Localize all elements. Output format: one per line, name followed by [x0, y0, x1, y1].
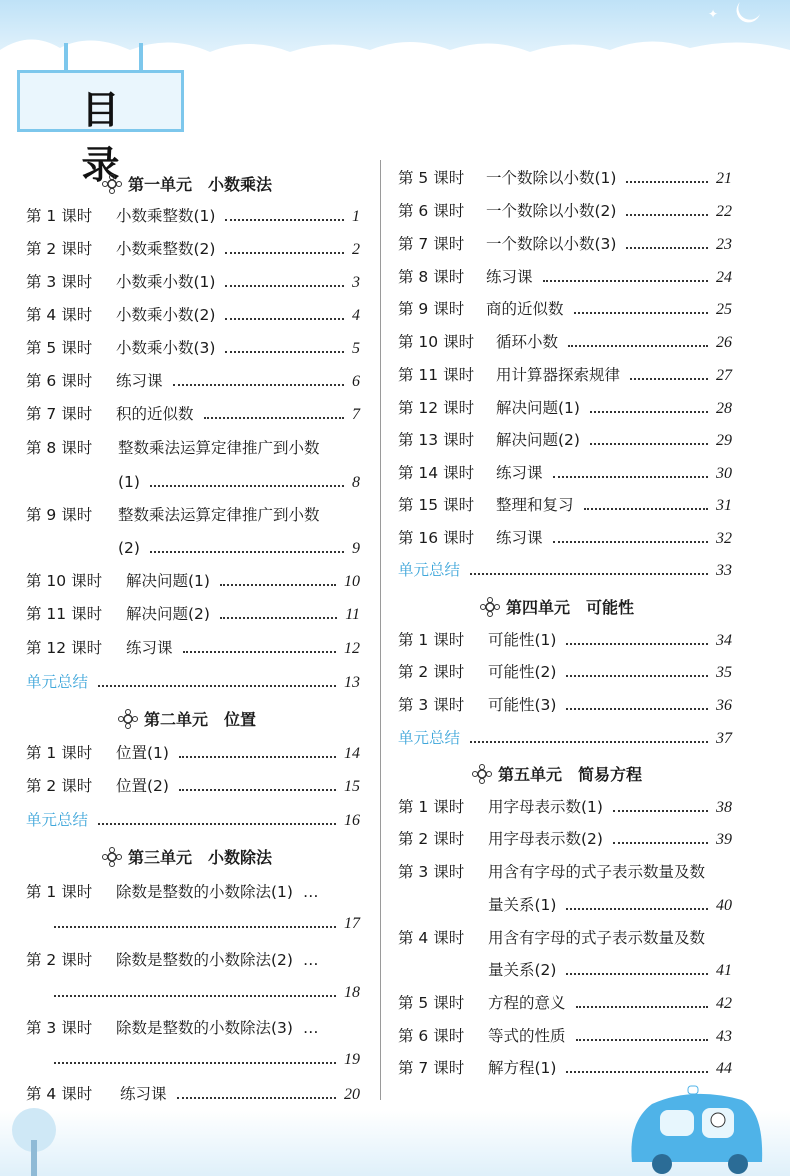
page-number: 22: [716, 203, 732, 220]
toc-entry[interactable]: [398, 365, 732, 386]
summary-label: 单元总结: [26, 673, 89, 691]
toc-entry-continuation[interactable]: [26, 914, 360, 934]
leader-dots: [630, 378, 708, 380]
lesson-label: 第 9 课时: [26, 506, 93, 524]
toc-entry[interactable]: [398, 430, 732, 451]
toc-entry[interactable]: [398, 862, 738, 882]
page-number: 10: [344, 573, 360, 590]
lesson-title: 解决问题(1): [496, 399, 580, 417]
page-number: 25: [716, 301, 732, 318]
toc-entry[interactable]: [26, 305, 360, 326]
toc-entry[interactable]: [26, 272, 360, 293]
unit-name: 位置: [224, 710, 257, 729]
title-ellipsis: …: [302, 883, 319, 901]
lesson-title: 用字母表示数(1): [488, 798, 603, 816]
toc-entry[interactable]: [26, 404, 360, 425]
toc-entry[interactable]: [398, 928, 738, 948]
leader-dots: [183, 651, 336, 653]
unit-number: 第二单元: [144, 710, 209, 729]
lesson-label: 第 4 课时: [398, 929, 465, 947]
toc-entry[interactable]: [398, 630, 732, 651]
lesson-title: 用计算器探索规律: [496, 366, 621, 384]
page-number: 15: [344, 778, 360, 795]
leader-dots: [568, 345, 708, 347]
lesson-label: 第 10 课时: [398, 333, 475, 351]
page-number: 38: [716, 799, 732, 816]
toc-entry[interactable]: [398, 168, 732, 189]
page-number: 36: [716, 697, 732, 714]
toc-entry[interactable]: [398, 495, 732, 516]
unit-heading: [118, 707, 256, 730]
lesson-title: 等式的性质: [488, 1027, 566, 1045]
lesson-label: 第 3 课时: [398, 863, 465, 881]
toc-entry[interactable]: [398, 993, 732, 1014]
cloud-decoration: [0, 30, 790, 70]
leader-dots: [225, 219, 344, 221]
leader-dots: [566, 908, 708, 910]
leader-dots: [613, 810, 708, 812]
leader-dots: [584, 508, 708, 510]
lesson-label: 第 2 课时: [398, 663, 465, 681]
lesson-label: 第 3 课时: [26, 273, 93, 291]
leader-dots: [150, 551, 344, 553]
page-number: 29: [716, 432, 732, 449]
lesson-label: 第 7 课时: [398, 1059, 465, 1077]
toc-entry[interactable]: [26, 239, 360, 260]
toc-entry[interactable]: [26, 438, 360, 458]
lesson-title: 可能性(2): [488, 663, 557, 681]
toc-entry[interactable]: [26, 206, 360, 227]
page-number: 42: [716, 995, 732, 1012]
lesson-title: 练习课: [496, 529, 543, 547]
leader-dots: [574, 312, 708, 314]
lesson-title: 方程的意义: [488, 994, 566, 1012]
toc-entry-continuation[interactable]: [488, 895, 732, 916]
toc-entry[interactable]: [26, 776, 360, 797]
toc-entry[interactable]: [398, 528, 732, 549]
page-number: 18: [344, 984, 360, 1001]
page-number: 9: [352, 540, 360, 557]
leader-dots: [566, 708, 708, 710]
summary-label: 单元总结: [398, 729, 461, 747]
page-number: 3: [352, 274, 360, 291]
toc-entry-continuation[interactable]: [118, 538, 360, 559]
lesson-label: 第 14 课时: [398, 464, 475, 482]
page-number: 44: [716, 1060, 732, 1077]
lesson-label: 第 8 课时: [398, 268, 465, 286]
leader-dots: [626, 247, 708, 249]
page-number: 14: [344, 745, 360, 762]
lesson-title: 除数是整数的小数除法(3): [116, 1019, 293, 1037]
unit-name: 简易方程: [578, 765, 643, 784]
lesson-label: 第 1 课时: [26, 883, 93, 901]
unit-heading: [102, 172, 272, 195]
lesson-label: 第 1 课时: [26, 744, 93, 762]
toc-entry[interactable]: [26, 1084, 360, 1105]
page-number: 31: [716, 497, 732, 514]
page-number: 7: [352, 406, 360, 423]
page-number: 43: [716, 1028, 732, 1045]
page-number: 8: [352, 474, 360, 491]
leader-dots: [54, 926, 336, 928]
leader-dots: [98, 823, 336, 825]
unit-number: 第五单元: [498, 765, 563, 784]
page-number: 20: [344, 1086, 360, 1103]
lesson-label: 第 10 课时: [26, 572, 103, 590]
lesson-title-cont: 量关系(2): [488, 961, 557, 979]
toc-entry-continuation[interactable]: [488, 960, 732, 981]
lesson-title: 用含有字母的式子表示数量及数: [488, 929, 706, 947]
lesson-title: 练习课: [486, 268, 533, 286]
unit-name: 小数除法: [208, 848, 273, 867]
flower-icon: [102, 174, 122, 194]
lesson-title: 可能性(1): [488, 631, 557, 649]
page-number: 19: [344, 1051, 360, 1068]
unit-summary-entry[interactable]: [26, 672, 360, 693]
lesson-label: 第 4 课时: [26, 306, 93, 324]
lesson-title-cont: (2): [118, 539, 140, 557]
leader-dots: [590, 443, 708, 445]
toc-entry[interactable]: [26, 371, 360, 392]
toc-entry[interactable]: [26, 882, 360, 902]
lesson-title: 练习课: [496, 464, 543, 482]
toc-entry[interactable]: [26, 338, 360, 359]
leader-dots: [590, 411, 708, 413]
lesson-label: 第 12 课时: [398, 399, 475, 417]
leader-dots: [54, 1062, 336, 1064]
lesson-title: 除数是整数的小数除法(2): [116, 951, 293, 969]
lesson-title: 除数是整数的小数除法(1): [116, 883, 293, 901]
lesson-title: 循环小数: [496, 333, 559, 351]
leader-dots: [576, 1039, 708, 1041]
unit-number: 第四单元: [506, 598, 571, 617]
page-number: 41: [716, 962, 732, 979]
page-number: 33: [716, 562, 732, 579]
page-number: 4: [352, 307, 360, 324]
lesson-title: 练习课: [120, 1085, 167, 1103]
page-number: 37: [716, 730, 732, 747]
leader-dots: [566, 973, 708, 975]
page-number: 12: [344, 640, 360, 657]
page-number: 11: [345, 606, 360, 623]
lesson-title: 一个数除以小数(3): [486, 235, 617, 253]
flower-icon: [118, 709, 138, 729]
toc-entry[interactable]: [398, 267, 732, 288]
leader-dots: [177, 1097, 336, 1099]
lesson-title: 用字母表示数(2): [488, 830, 603, 848]
lesson-title: 小数乘整数(2): [116, 240, 216, 258]
lesson-label: 第 1 课时: [398, 798, 465, 816]
toc-entry[interactable]: [398, 234, 732, 255]
lesson-label: 第 13 课时: [398, 431, 475, 449]
lesson-label: 第 6 课时: [398, 202, 465, 220]
leader-dots: [470, 741, 708, 743]
toc-entry[interactable]: [26, 743, 360, 764]
toc-entry[interactable]: [26, 1018, 360, 1038]
leader-dots: [225, 351, 344, 353]
lesson-title: 解决问题(2): [496, 431, 580, 449]
lesson-title-cont: 量关系(1): [488, 896, 557, 914]
toc-entry[interactable]: [26, 571, 360, 592]
unit-heading: [472, 762, 642, 785]
lesson-title: 小数乘小数(3): [116, 339, 216, 357]
leader-dots: [553, 476, 708, 478]
toc-entry[interactable]: [398, 1058, 732, 1079]
toc-entry[interactable]: [398, 829, 732, 850]
title-ellipsis: …: [302, 1019, 319, 1037]
page-number: 28: [716, 400, 732, 417]
lesson-label: 第 6 课时: [26, 372, 93, 390]
lesson-label: 第 2 课时: [26, 951, 93, 969]
toc-entry[interactable]: [398, 332, 732, 353]
toc-entry[interactable]: [398, 662, 732, 683]
page-number: 2: [352, 241, 360, 258]
leader-dots: [173, 384, 344, 386]
toc-entry[interactable]: [398, 1026, 732, 1047]
lesson-title: 整理和复习: [496, 496, 574, 514]
toc-entry[interactable]: [398, 299, 732, 320]
unit-summary-entry[interactable]: [398, 728, 732, 749]
page-number: 21: [716, 170, 732, 187]
lesson-title: 解决问题(2): [126, 605, 210, 623]
leader-dots: [204, 417, 344, 419]
leader-dots: [553, 541, 708, 543]
summary-label: 单元总结: [26, 811, 89, 829]
page-number: 32: [716, 530, 732, 547]
lesson-title: 一个数除以小数(2): [486, 202, 617, 220]
lesson-label: 第 1 课时: [26, 207, 93, 225]
flower-icon: [102, 847, 122, 867]
page-number: 30: [716, 465, 732, 482]
toc-entry[interactable]: [26, 638, 360, 659]
lesson-label: 第 8 课时: [26, 439, 93, 457]
leader-dots: [150, 485, 344, 487]
page-number: 5: [352, 340, 360, 357]
lesson-title: 解方程(1): [488, 1059, 557, 1077]
toc-entry-continuation[interactable]: [118, 472, 360, 493]
page-number: 26: [716, 334, 732, 351]
lesson-title: 积的近似数: [116, 405, 194, 423]
page-number: 24: [716, 269, 732, 286]
page-title: 目 录: [81, 88, 154, 187]
toc-entry[interactable]: [398, 398, 732, 419]
leader-dots: [98, 685, 336, 687]
leader-dots: [54, 995, 336, 997]
toc-entry[interactable]: [398, 463, 732, 484]
page-number: 35: [716, 664, 732, 681]
svg-text:✦: ✦: [708, 7, 719, 21]
lesson-title: 小数乘整数(1): [116, 207, 216, 225]
leader-dots: [626, 181, 708, 183]
toc-entry[interactable]: [398, 695, 732, 716]
title-ellipsis: …: [302, 951, 319, 969]
lesson-label: 第 2 课时: [26, 777, 93, 795]
unit-summary-entry[interactable]: [26, 810, 360, 831]
column-divider: [380, 160, 381, 1100]
toc-entry[interactable]: [26, 604, 360, 625]
lesson-title: 商的近似数: [486, 300, 564, 318]
leader-dots: [613, 842, 708, 844]
page-number: 40: [716, 897, 732, 914]
toc-entry[interactable]: [26, 505, 360, 525]
lesson-title: 整数乘法运算定律推广到小数: [118, 506, 320, 524]
lesson-label: 第 9 课时: [398, 300, 465, 318]
lesson-label: 第 5 课时: [398, 169, 465, 187]
toc-entry[interactable]: [398, 201, 732, 222]
lesson-label: 第 3 课时: [26, 1019, 93, 1037]
page-number: 23: [716, 236, 732, 253]
lesson-label: 第 16 课时: [398, 529, 475, 547]
lesson-label: 第 11 课时: [398, 366, 475, 384]
toc-entry-continuation[interactable]: [26, 1050, 360, 1070]
lesson-label: 第 1 课时: [398, 631, 465, 649]
lesson-title: 练习课: [126, 639, 173, 657]
leader-dots: [179, 756, 336, 758]
lesson-title: 位置(2): [116, 777, 169, 795]
leader-dots: [543, 280, 708, 282]
page-number: 34: [716, 632, 732, 649]
lesson-title: 练习课: [116, 372, 163, 390]
leader-dots: [220, 584, 336, 586]
page-number: 17: [344, 915, 360, 932]
leader-dots: [566, 643, 708, 645]
page-number: 27: [716, 367, 732, 384]
flower-icon: [472, 764, 492, 784]
leader-dots: [566, 1071, 708, 1073]
lesson-title: 一个数除以小数(1): [486, 169, 617, 187]
lesson-title: 用含有字母的式子表示数量及数: [488, 863, 706, 881]
leader-dots: [225, 252, 344, 254]
lesson-label: 第 5 课时: [26, 339, 93, 357]
lesson-label: 第 7 课时: [26, 405, 93, 423]
flower-icon: [480, 597, 500, 617]
lesson-label: 第 11 课时: [26, 605, 103, 623]
lesson-title: 解决问题(1): [126, 572, 210, 590]
page-number: 16: [344, 812, 360, 829]
lesson-title: 小数乘小数(1): [116, 273, 216, 291]
summary-label: 单元总结: [398, 561, 461, 579]
leader-dots: [220, 617, 337, 619]
unit-name: 可能性: [586, 598, 635, 617]
leader-dots: [566, 675, 708, 677]
lesson-title: 小数乘小数(2): [116, 306, 216, 324]
leader-dots: [225, 285, 344, 287]
unit-name: 小数乘法: [208, 175, 273, 194]
leader-dots: [225, 318, 344, 320]
unit-heading: [102, 845, 272, 868]
page-number: 6: [352, 373, 360, 390]
lesson-label: 第 2 课时: [398, 830, 465, 848]
lesson-title: 可能性(3): [488, 696, 557, 714]
tree-icon: [4, 1100, 64, 1176]
leader-dots: [470, 573, 708, 575]
leader-dots: [576, 1006, 708, 1008]
unit-number: 第一单元: [128, 175, 193, 194]
lesson-title: 位置(1): [116, 744, 169, 762]
lesson-label: 第 15 课时: [398, 496, 475, 514]
moon-icon: [700, 0, 770, 26]
toc-entry-continuation[interactable]: [26, 983, 360, 1003]
lesson-label: 第 3 课时: [398, 696, 465, 714]
page-number: 1: [352, 208, 360, 225]
toc-entry[interactable]: [398, 797, 732, 818]
lesson-title-cont: (1): [118, 473, 140, 491]
lesson-label: 第 7 课时: [398, 235, 465, 253]
lesson-label: 第 2 课时: [26, 240, 93, 258]
page-number: 39: [716, 831, 732, 848]
page-number: 13: [344, 674, 360, 691]
unit-summary-entry[interactable]: [398, 560, 732, 581]
lesson-label: 第 12 课时: [26, 639, 103, 657]
leader-dots: [179, 789, 336, 791]
unit-number: 第三单元: [128, 848, 193, 867]
lesson-label: 第 4 课时: [26, 1085, 93, 1103]
leader-dots: [626, 214, 708, 216]
toc-entry[interactable]: [26, 950, 360, 970]
lesson-label: 第 6 课时: [398, 1027, 465, 1045]
lesson-label: 第 5 课时: [398, 994, 465, 1012]
car-icon: [622, 1082, 772, 1176]
unit-heading: [480, 595, 634, 618]
lesson-title: 整数乘法运算定律推广到小数: [118, 439, 320, 457]
